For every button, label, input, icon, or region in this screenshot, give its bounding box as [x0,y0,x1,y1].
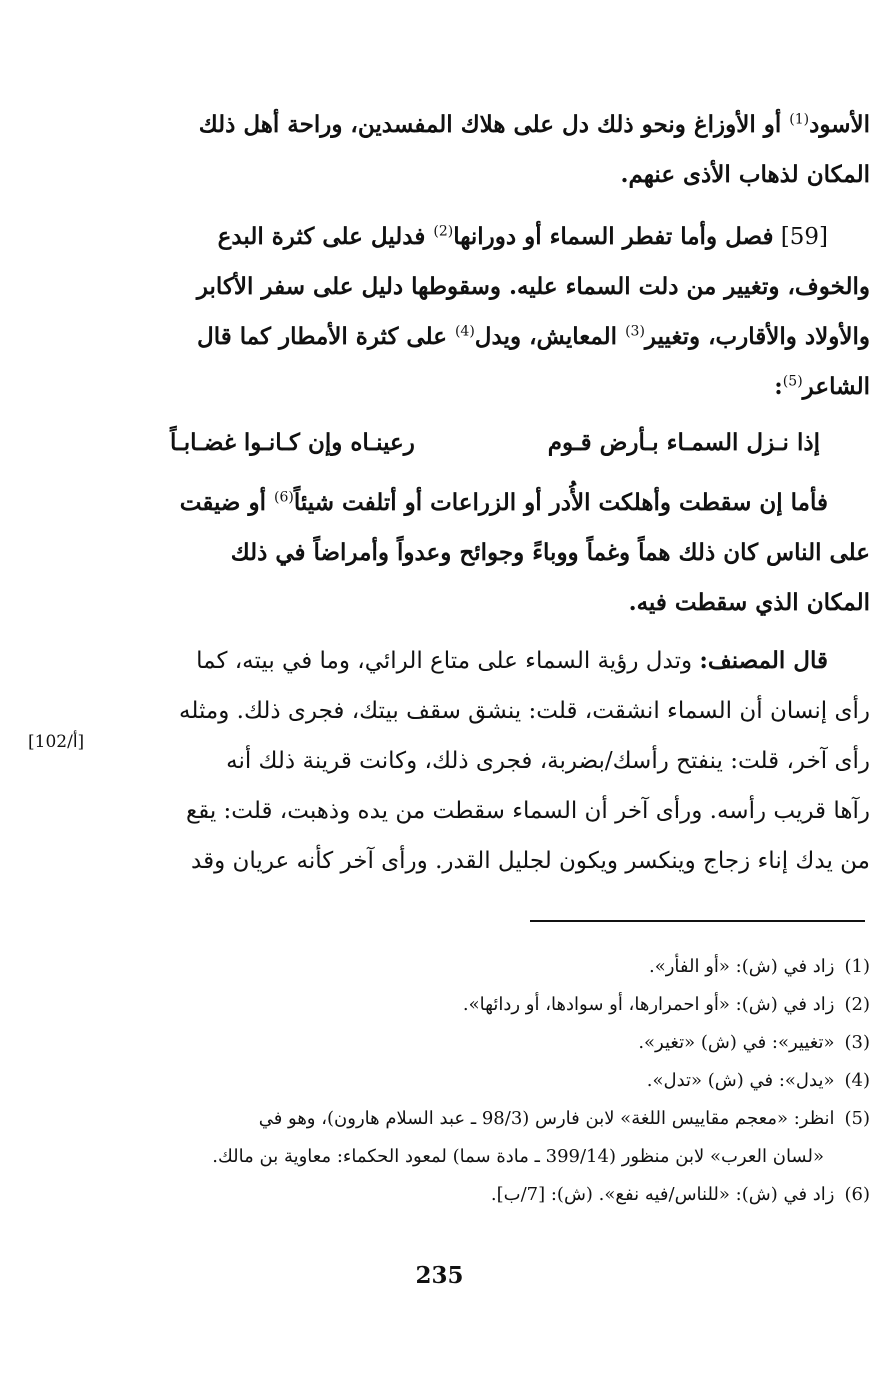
footnotes [118,948,870,1214]
page-number: 235 [415,1262,464,1289]
paragraph-4-line-3: رأى آخر، قلت: ينفتح رأسك/بضربة، فجرى ذلك، وكانت قرينة ذلك أنه [226,748,870,774]
footnote-ref-6[interactable]: (6) [273,489,294,506]
paragraph-4-line-1: قال المصنف: وتدل رؤية السماء على متاع الرائي، وما في بيته، كما [196,647,828,674]
paragraph-4-line-2: رأى إنسان أن السماء انشقت، قلت: ينشق سقف بيتك، فجرى ذلك. ومثله [179,698,870,724]
footnote-ref-4[interactable]: (4) [454,323,475,340]
paragraph-2-line-1: [59] فصل وأما تفطر السماء أو دورانها$^{(2)}$ فدليل على كثرة البدع [217,223,828,250]
paragraph-3-line-1: فأما إن سقطت وأهلكت الأُدر أو الزراعات أو أتلفت شيئاً$^{(6)}$ أو ضيقت [179,489,828,516]
footnote-6: (6)زاد في (ش): «للناس/فيه نفع». (ش): [7/ب]. [490,1184,870,1205]
footnote-5: (5)انظر: «معجم مقاييس اللغة» لابن فارس (98/3 ـ عبد السلام هارون)، وهو في [258,1108,870,1129]
paragraph-4-line-5: من يدك إناء زجاج وينكسر ويكون لجليل القدر. ورأى آخر كأنه عريان وقد [191,848,870,874]
paragraph-2-line-3: والأولاد والأقارب، وتغيير$^{(3)}$ المعايش، ويدل$^{(4)}$ على كثرة الأمطار كما قال [196,323,870,350]
paragraph-1-line-1: الأسود$^{(1)}$ أو الأوزاغ ونحو ذلك دل على هلاك المفسدين، وراحة أهل ذلك [198,111,870,138]
paragraph-1-line-2: المكان لذهاب الأذى عنهم. [620,161,870,188]
footnote-ref-3[interactable]: (3) [625,323,645,340]
paragraph-2 [118,212,870,412]
manuscript-folio-note: [102/أ] [28,732,85,752]
poem-hemistich-1: إذا نـزل السمـاء بـأرض قـوم [547,429,820,456]
footnote-1: (1)زاد في (ش): «أو الفأر». [648,956,870,977]
paragraph-1 [118,100,870,200]
poem-hemistich-2: رعينـاه وإن كـانـوا غضـابـاً [170,429,415,456]
poem-verse [170,418,820,468]
footnote-2: (2)زاد في (ش): «أو احمرارها، أو سوادها، أو ردائها». [462,994,870,1015]
speaker-label: قال المصنف: [699,647,828,674]
footnote-3: (3)«تغيير»: في (ش) «تغير». [638,1032,870,1053]
paragraph-3-line-3: المكان الذي سقطت فيه. [628,589,870,616]
section-heading: فصل [725,223,774,250]
footnote-ref-1[interactable]: (1) [789,111,810,128]
footnote-ref-2[interactable]: (2) [433,223,454,240]
footnote-divider [530,920,865,922]
footnote-5-continuation: «لسان العرب» لابن منظور (399/14 ـ مادة سما) لمعود الحكماء: معاوية بن مالك. [212,1146,824,1167]
paragraph-4-line-4: رآها قريب رأسه. ورأى آخر أن السماء سقطت من يده وذهبت، قلت: يقع [185,798,870,824]
paragraph-3-line-2: على الناس كان ذلك هماً وغماً ووباءً وجوائح وعدواً وأمراضاً في ذلك [230,539,870,566]
paragraph-2-line-2: والخوف، وتغيير من دلت السماء عليه. وسقوطها دليل على سفر الأكابر [196,273,870,300]
paragraph-2-line-4: الشاعر$^{(5)}$: [774,373,870,400]
paragraph-3 [118,478,870,628]
footnote-ref-5[interactable]: (5) [782,373,803,390]
section-number: [59] [773,224,828,250]
footnote-4: (4)«يدل»: في (ش) «تدل». [646,1070,870,1091]
paragraph-4 [118,636,870,886]
